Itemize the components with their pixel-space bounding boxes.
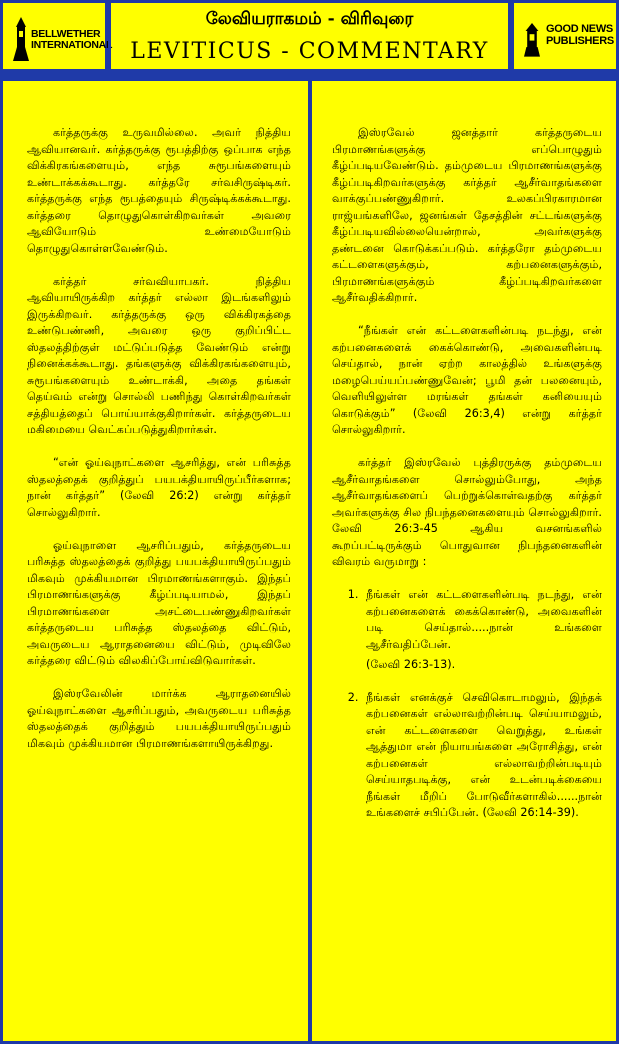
paragraph: கர்த்தருக்கு உருவமில்லை. அவர் நித்திய ஆவியானவர். கர்த்தருக்கு ரூபத்திற்கு ஒப்பாக எந்த விக்கிரகங்களையும், எந்த சுரூபங்களையும் உண்டாக்கக்கூடாது. கர்த்தரே சர்வசிருஷ்டிகர். கர்த்தருக்கு எந்த ரூபத்தையும் சிருஷ்டிக்கக்கூடாது. கர்த்தரை தொழுதுகொள்கிறவர்கள் அவரை ஆவியோடும் உண்மையோடும் தொழுதுகொள்ளவேண்டும். xyxy=(27,126,291,255)
list-item xyxy=(362,690,602,822)
paragraph: “நீங்கள் என் கட்டளைகளின்படி நடந்து, என் கற்பனைகளைக் கைக்கொண்டு, அவைகளின்படி செய்தால், நான் ஏற்ற காலத்தில் உங்களுக்கு மழைபெய்யப்பண்ணுவேன்; பூமி தன் பலனையும், வெளியிலுள்ள மரங்கள் தங்கள் கனியையும் கொடுக்கும்” (லேவி 26:3,4) என்று கர்த்தர் சொல்லுகிறார். xyxy=(332,324,602,436)
title-tamil: லேவியராகமம் - விரிவுரை xyxy=(205,9,414,29)
paragraph: கர்த்தர் இஸ்ரவேல் புத்திரருக்கு தம்முடைய ஆசீர்வாதங்களை சொல்லும்போது, அந்த ஆசீர்வாதங்களைப் பெற்றுக்கொள்வதற்கு கர்த்தர் அவர்களுக்கு சில நிபந்தனைகளையும் சொல்லுகிறார். லேவி 26:3-45 ஆகிய வசனங்களில் கூறப்பட்டிருக்கும் பொதுவான நிபந்தனைகளின் விவரம் வருமாறு : xyxy=(332,456,602,568)
good-news-logo xyxy=(524,15,612,63)
title-english: LEVITICUS - COMMENTARY xyxy=(130,39,489,64)
header xyxy=(0,0,619,78)
list-item-text: நீங்கள் என் கட்டளைகளின்படி நடந்து, என் கற்பனைகளைக் கைக்கொண்டு, அவைகளின் படி செய்தால்.....நான் உங்களை ஆசீர்வதிப்பேன். xyxy=(366,588,602,651)
right-column xyxy=(309,78,619,1044)
tower-icon xyxy=(13,17,29,61)
title-box xyxy=(108,0,511,72)
paragraph: கர்த்தர் சர்வவியாபகர். நித்திய ஆவியாயிருக்கிற கர்த்தர் எல்லா இடங்களிலும் இருக்கிறவர். கர்த்தருக்கு ஒரு விக்கிரகத்தை உண்டுபண்ணி, அவரை ஒரு குறிப்பிட்ட ஸ்தலத்திற்குள் மட்டுப்படுத்த வேண்டும் என்று நினைக்கக்கூடாது. தங்களுக்கு விக்கிரகங்களையும், சுரூபங்களையும் உண்டாக்கி, அதை தங்கள் தெய்வம் என்று சொல்லி பணிந்து கொள்கிறவர்கள் சத்தியத்தைப் பொய்யாக்குகிறார்கள். கர்த்தருடைய மகிமையை வெட்கப்படுத்துகிறார்கள். xyxy=(27,274,291,436)
list-item xyxy=(362,587,602,674)
left-logo-box xyxy=(0,0,113,72)
right-column-text xyxy=(332,125,602,838)
paragraph: “என் ஓய்வுநாட்களை ஆசரித்து, என் பரிசுத்த ஸ்தலத்தைக் குறித்துப் பயபக்தியாயிருப்பீர்களாக; நான் கர்த்தர்” (லேவி 26:2) என்று கர்த்தர் சொல்லுகிறார். xyxy=(27,456,291,519)
paragraph: இஸ்ரவேல் ஜனத்தார் கர்த்தருடைய பிரமாணங்களுக்கு எப்பொழுதும் கீழ்ப்படியவேண்டும். தம்முடைய பிரமாணங்களுக்கு கீழ்ப்படிகிறவர்களுக்கு கர்த்தர் ஆசீர்வாதங்களை வாக்குப்பண்ணுகிறார். உலகப்பிரகாரமான ராஜ்யங்களிலே, ஜனங்கள் தேசத்தின் சட்டங்களுக்கு கீழ்ப்படியவில்லையென்றால், அவர்களுக்கு தண்டனை கொடுக்கப்படும். கர்த்தரோ தம்முடைய கட்டளைகளுக்கும், கற்பனைகளுக்கும், பிரமாணங்களுக்கும் கீழ்ப்படிகிறவர்களை ஆசீர்வதிக்கிறார். xyxy=(332,126,602,304)
left-column xyxy=(0,78,311,1044)
conditions-list xyxy=(332,587,602,822)
right-logo-box xyxy=(511,0,619,72)
right-logo-text: GOOD NEWS PUBLISHERS xyxy=(546,23,614,47)
bellwether-logo xyxy=(13,15,113,63)
paragraph: ஓய்வுநாளை ஆசரிப்பதும், கர்த்தருடைய பரிசுத்த ஸ்தலத்தைக் குறித்து பயபக்தியாயிருப்பதும் மிகவும் முக்கியமான பிரமாணங்களாகும். இந்தப் பிரமாணங்களுக்கு கீழ்ப்படியாமல், இந்தப் பிரமாணங்களை அசட்டைபண்ணுகிறவர்கள் கர்த்தருடைய பரிசுத்த ஸ்தலத்தை விட்டும், அவருடைய ஆராதனையை விட்டும், முடிவிலே கர்த்தரை விட்டும் விலகிப்போய்விடுவார்கள். xyxy=(27,538,291,667)
book-stack-icon xyxy=(524,17,540,61)
verse-reference: (லேவி 26:3-13). xyxy=(366,658,456,671)
paragraph: இஸ்ரவேலின் மார்க்க ஆராதனையில் ஓய்வுநாட்களை ஆசரிப்பதும், அவருடைய பரிசுத்த ஸ்தலத்தைக் குறித்தும் பயபக்தியாயிருப்பதும் மிகவும் முக்கியமான பிரமாணங்களாயிருக்கிறது. xyxy=(27,687,291,750)
left-column-text xyxy=(27,125,291,769)
list-item-text: நீங்கள் எனக்குச் செவிகொடாமலும், இந்தக் கற்பனைகள் எல்லாவற்றின்படி செய்யாமலும், என் கட்டளைகளை வெறுத்து, உங்கள் ஆத்துமா என் நியாயங்களை அரோசித்து, என் கற்பனைகள் எல்லாவற்றின்படியும் செய்யாதபடிக்கு, என் உடன்படிக்கையை நீங்கள் மீறிப் போடுவீர்களாகில்......நான் உங்களைச் சபிப்பேன். (லேவி 26:14-39). xyxy=(366,690,602,819)
left-logo-text: BELLWETHER INTERNATIONAL xyxy=(31,28,113,51)
